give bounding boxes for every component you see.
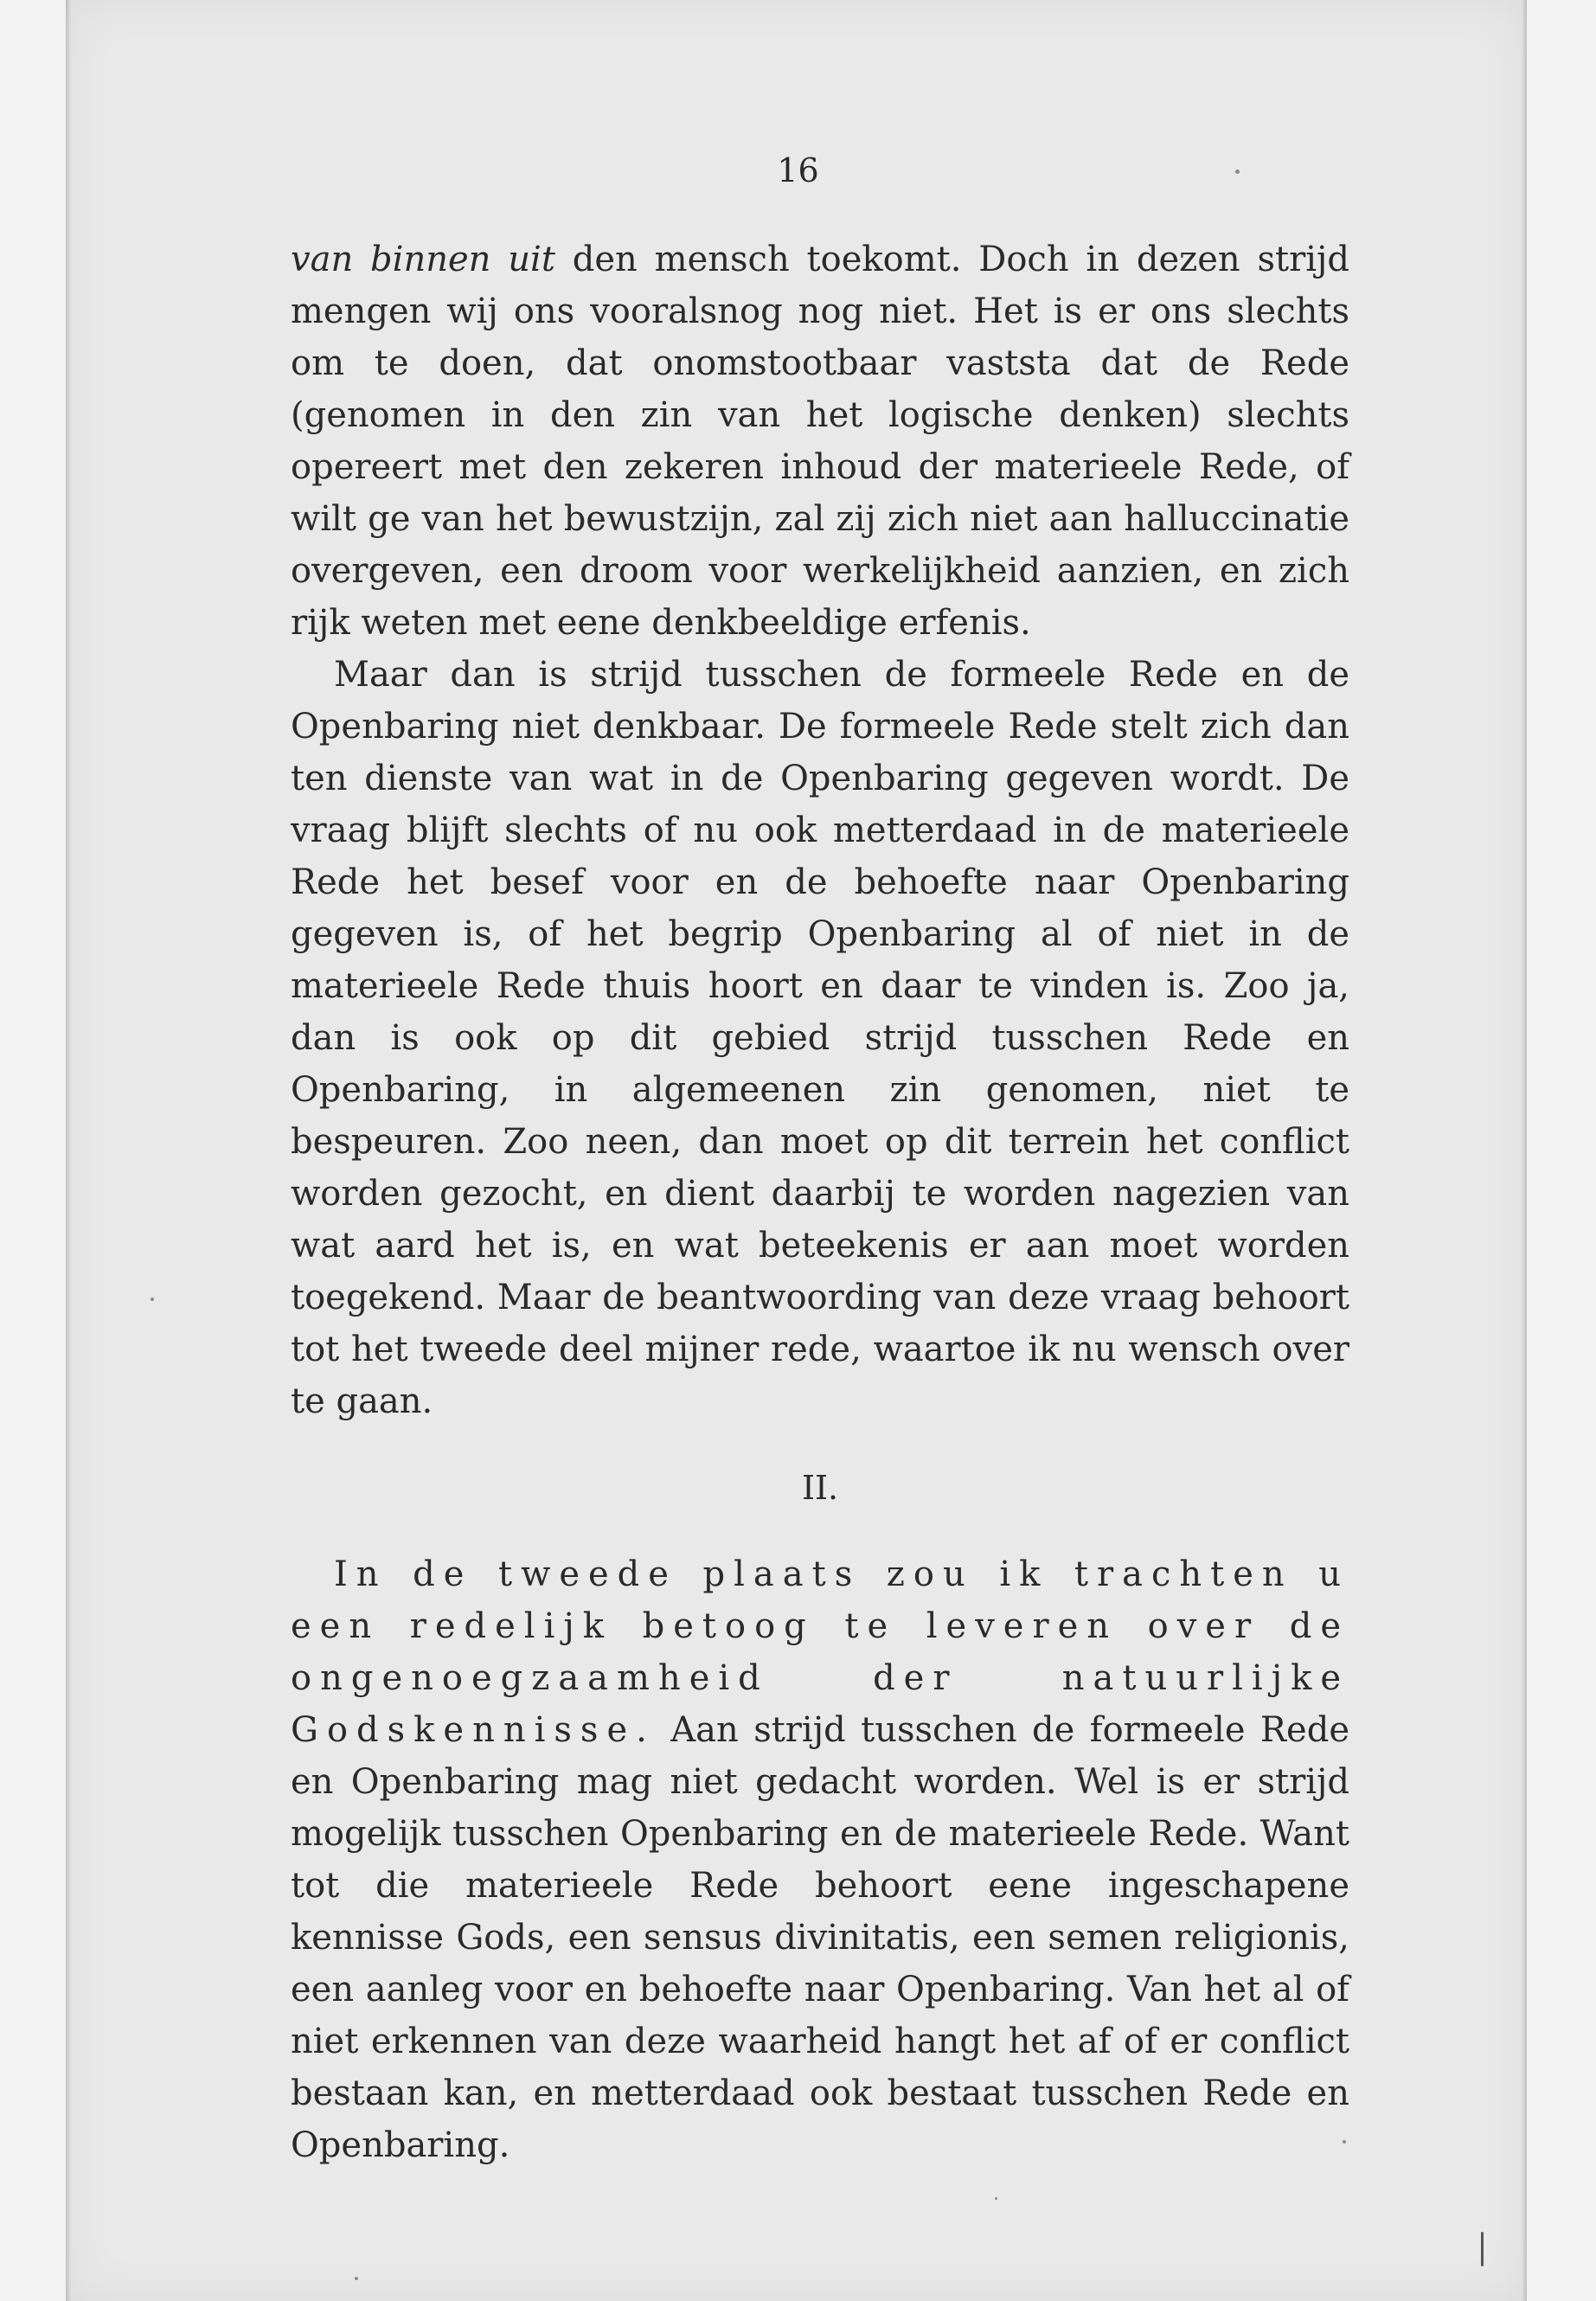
italic-phrase: van binnen uit: [291, 240, 555, 279]
paragraph-1: [291, 234, 1349, 649]
body-text: [291, 234, 1349, 2171]
page-edge-shadow: [66, 0, 71, 2301]
paragraph-3-text: Aan strijd tusschen de formeele Rede en Openbaring mag niet gedacht worden. Wel is er strijd mogelijk tusschen Openbaring en de materieele Rede. Want tot die materieele Rede behoort eene ingeschapene kennisse Gods, een sensus divinitatis, een semen religionis, een aanleg voor en behoefte naar Openbaring. Van het al of niet erkennen van deze waarheid hangt het af of er conflict bestaan kan, en metterdaad ook bestaat tusschen Rede en Openbaring.: [291, 1710, 1349, 2165]
paragraph-2: Maar dan is strijd tusschen de formeele Rede en de Openbaring niet denkbaar. De formeele Rede stelt zich dan ten dienste van wat in de Openbaring gegeven wordt. De vraag blijft slechts of nu ook metterdaad in de materieele Rede het besef voor en de behoefte naar Openbaring gegeven is, of het begrip Openbaring al of niet in de materieele Rede thuis hoort en daar te vinden is. Zoo ja, dan is ook op dit gebied strijd tusschen Rede en Openbaring, in algemeenen zin genomen, niet te bespeuren. Zoo neen, dan moet op dit terrein het conflict worden gezocht, en dient daarbij te worden nagezien van wat aard het is, en wat beteekenis er aan moet worden toegekend. Maar de beantwoording van deze vraag behoort tot het tweede deel mijner rede, waartoe ik nu wensch over te gaan.: [291, 655, 1349, 1421]
scan-speck: [1235, 170, 1240, 174]
scan-speck: [1481, 2232, 1484, 2266]
scan-speck: [995, 2197, 997, 2200]
scan-speck: [1343, 2140, 1346, 2144]
scan-speck: [151, 1298, 154, 1301]
paragraph-3: [291, 1548, 1349, 2171]
scan-speck: [355, 2277, 358, 2280]
page-number: 16: [777, 151, 819, 189]
page-edge-shadow-right: [1522, 0, 1527, 2301]
section-heading: II.: [801, 1469, 839, 1507]
spaced-emphasis: In de tweede plaats zou ik trachten u een redelijk betoog te leveren over de ongenoegzaamheid der natuurlijke Godskennisse.: [291, 1554, 1349, 1750]
paragraph-1-text: den mensch toekomt. Doch in dezen strijd mengen wij ons vooralsnog nog niet. Het is er ons slechts om te doen, dat onomstootbaar vaststa dat de Rede (genomen in den zin van het logische denken) slechts opereert met den zekeren inhoud der materieele Rede, of wilt ge van het bewustzijn, zal zij zich niet aan halluccinatie overgeven, een droom voor werkelijkheid aanzien, en zich rijk weten met eene denkbeeldige erfenis.: [291, 240, 1349, 643]
